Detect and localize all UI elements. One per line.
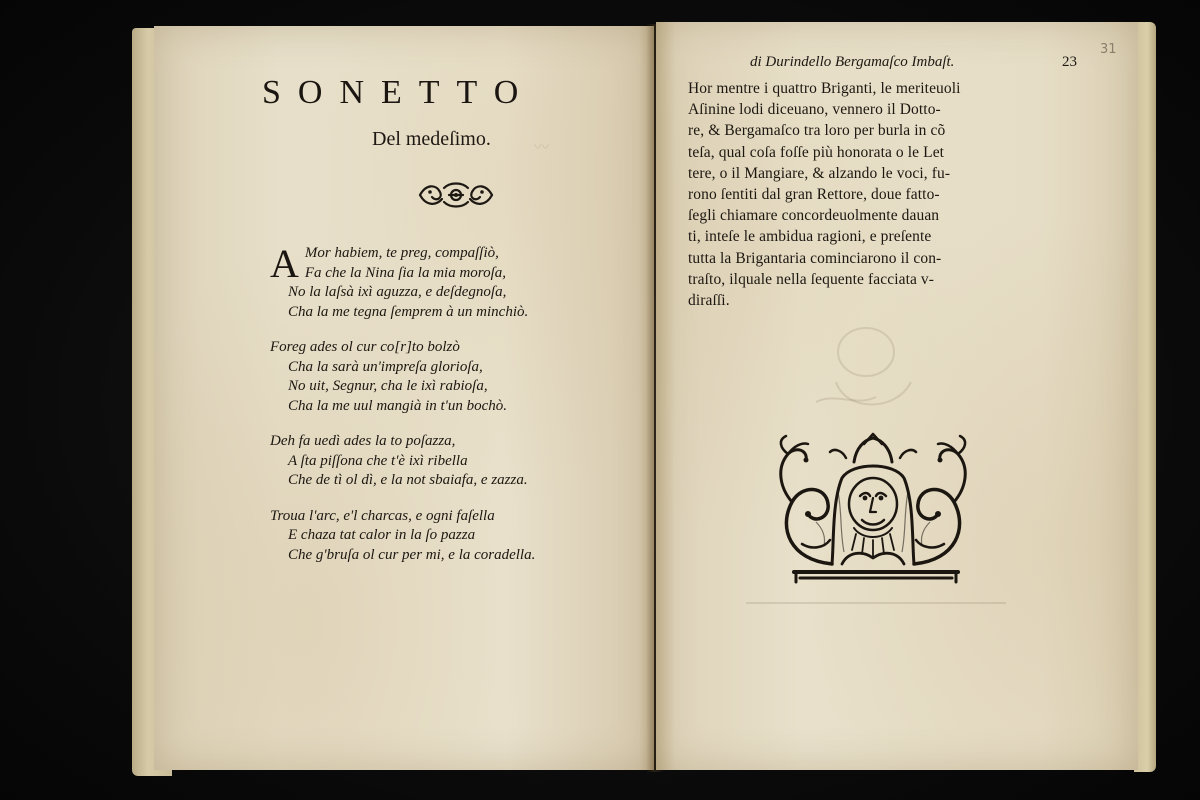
pencil-folio-number: 31 (1100, 42, 1117, 57)
running-head: di Durindello Bergamaſco Imbaſt. (750, 54, 955, 70)
prose-line: tutta la Brigantaria cominciarono il con- (688, 249, 942, 267)
poem-line: Che g'bruſa ol cur per mi, e la coradella. (288, 546, 536, 563)
stanza-1 (270, 241, 600, 322)
poem-line: Cha la sarà un'impreſa glorioſa, (288, 358, 483, 375)
grotesque-mask-ornament-icon (772, 432, 974, 586)
prose-line: traſto, ilquale nella ſequente facciata v- (688, 270, 935, 288)
bleed-through-rule (746, 602, 1006, 604)
poem-line: No uit, Segnur, cha le ixì rabioſa, (288, 378, 488, 394)
prose-line: tere, o il Mangiare, & alzando le voci, fu- (688, 164, 951, 182)
poem-line: Deh fa uedì ades la to poſazza, (270, 433, 456, 449)
page-number: 23 (1062, 54, 1077, 70)
prose-line: re, & Bergamaſco tra loro per burla in cõ (688, 122, 946, 140)
right-page (656, 22, 1138, 770)
small-ornament-icon (416, 178, 496, 212)
prose-line: rono ſentiti dal gran Rettore, doue fatto- (688, 186, 940, 204)
bleed-through: 〰 (534, 140, 550, 156)
drop-cap: A (270, 241, 299, 286)
prose-line: Aſinine lodi diceuano, vennero il Dotto- (688, 101, 941, 119)
prose-text (688, 78, 1058, 311)
prose-line: ti, inteſe le ambidua ragioni, e preſente (688, 228, 932, 246)
bleed-through-figure (796, 312, 946, 442)
poem-line: A ſta piſſona che t'è ixì ribella (288, 452, 468, 469)
sonnet-text (270, 241, 600, 581)
sonnet-subtitle: Del medeſimo. (372, 128, 491, 150)
poem-line: No la laſsà ixì aguzza, e deſdegnoſa, (288, 284, 507, 300)
poem-line: Che de tì ol dì, e la not sbaiafa, e zazza. (288, 472, 528, 488)
stanza-4 (270, 507, 600, 566)
poem-line-text: Mor habiem, te preg, compaſſiò, (304, 245, 499, 261)
open-book (132, 18, 1156, 778)
prose-line: ſegli chiamare concordeuolmente dauan (688, 207, 940, 225)
poem-line: Foreg ades ol cur co[r]to bolzò (270, 339, 460, 355)
prose-line: Hor mentre i quattro Briganti, le meriteuoli (688, 80, 961, 97)
poem-line: E chaza tat calor in la ſo pazza (288, 527, 476, 543)
poem-line: Fa che la Nina ſia la mia moroſa, (304, 264, 506, 281)
poem-line: Troua l'arc, e'l charcas, e ogni faſella (270, 507, 495, 524)
sonnet-title: SONETTO (262, 74, 536, 111)
poem-line: Cha la me tegna ſemprem à un minchiò. (288, 303, 529, 320)
poem-line: Cha la me uul mangià in t'un bochò. (288, 397, 508, 414)
prose-line: teſa, qual coſa foſſe più honorata o le Let (688, 143, 945, 161)
prose-line: diraſſi. (688, 292, 730, 310)
left-page (154, 26, 654, 770)
stanza-2 (270, 338, 600, 416)
stanza-3 (270, 432, 600, 491)
